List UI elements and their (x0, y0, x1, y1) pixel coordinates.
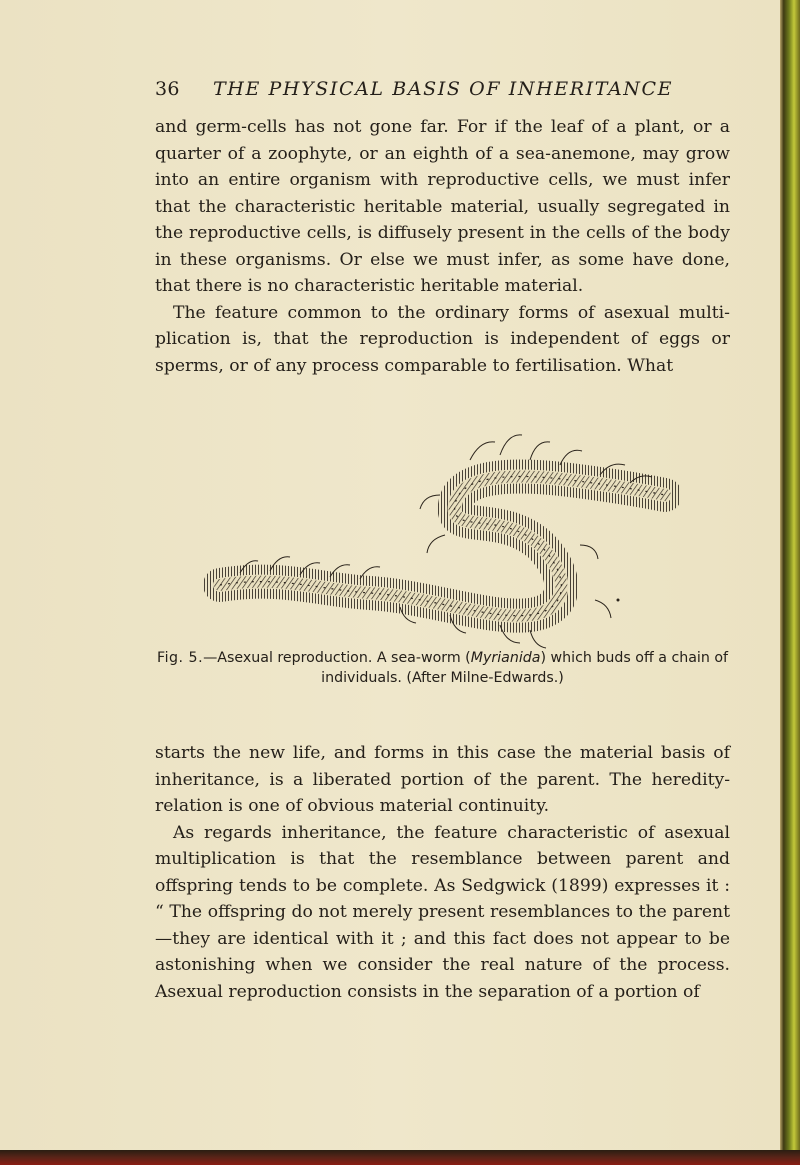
book-page-edge (780, 0, 800, 1165)
paragraph: As regards inheritance, the feature characteristic of asexual multiplication is that the resemblance between parent and offspring tends to be complete. As Sedgwick (1899) expresses it : “ The offspring do not merely present resemblances to the parent—they are identical with it ; and this fact does not appear to be astonishing when we consider the real nature of the process. Asexual reproduction consists in the separation of a portion of (155, 822, 730, 1002)
figure-caption (155, 648, 730, 688)
running-head: THE PHYSICAL BASIS OF INHERITANCE (213, 78, 674, 100)
paragraph: starts the new life, and forms in this case the material basis of inheritance, is a liberated portion of the parent. The heredity-relation is one of obvious material continuity. (155, 743, 730, 816)
caption-species: Myrianida (470, 650, 541, 666)
figure-sea-worm-illustration (200, 425, 680, 650)
paragraph: and germ-cells has not gone far. For if the leaf of a plant, or a quarter of a zoophyte, or an eighth of a sea-anemone, may grow into an entire organism with reproductive cells, we must infer that the characteristic heritable material, usually segregated in the reproductive cells, is diffusely present in the cells of the body in these organisms. Or else we must infer, as some have done, that there is no characteristic heritable material. (155, 117, 730, 296)
figure-label: Fig. 5. (156, 650, 204, 666)
caption-text: —Asexual reproduction. A sea-worm ( (203, 650, 471, 666)
paragraph: The feature common to the ordinary forms of asexual multi-plication is, that the reproduction is independent of eggs or sperms, or of any process comparable to fertilisation. What (155, 302, 730, 376)
sea-worm-drawing (200, 425, 680, 650)
page-number: 36 (155, 78, 180, 100)
body-text-before-figure (155, 114, 730, 379)
page-header (155, 78, 675, 108)
body-text-after-figure (155, 740, 730, 1005)
book-bottom-edge (0, 1150, 800, 1165)
caption-text-end: ) which buds off a chain of individuals. (After Milne-Edwards.) (321, 650, 729, 686)
